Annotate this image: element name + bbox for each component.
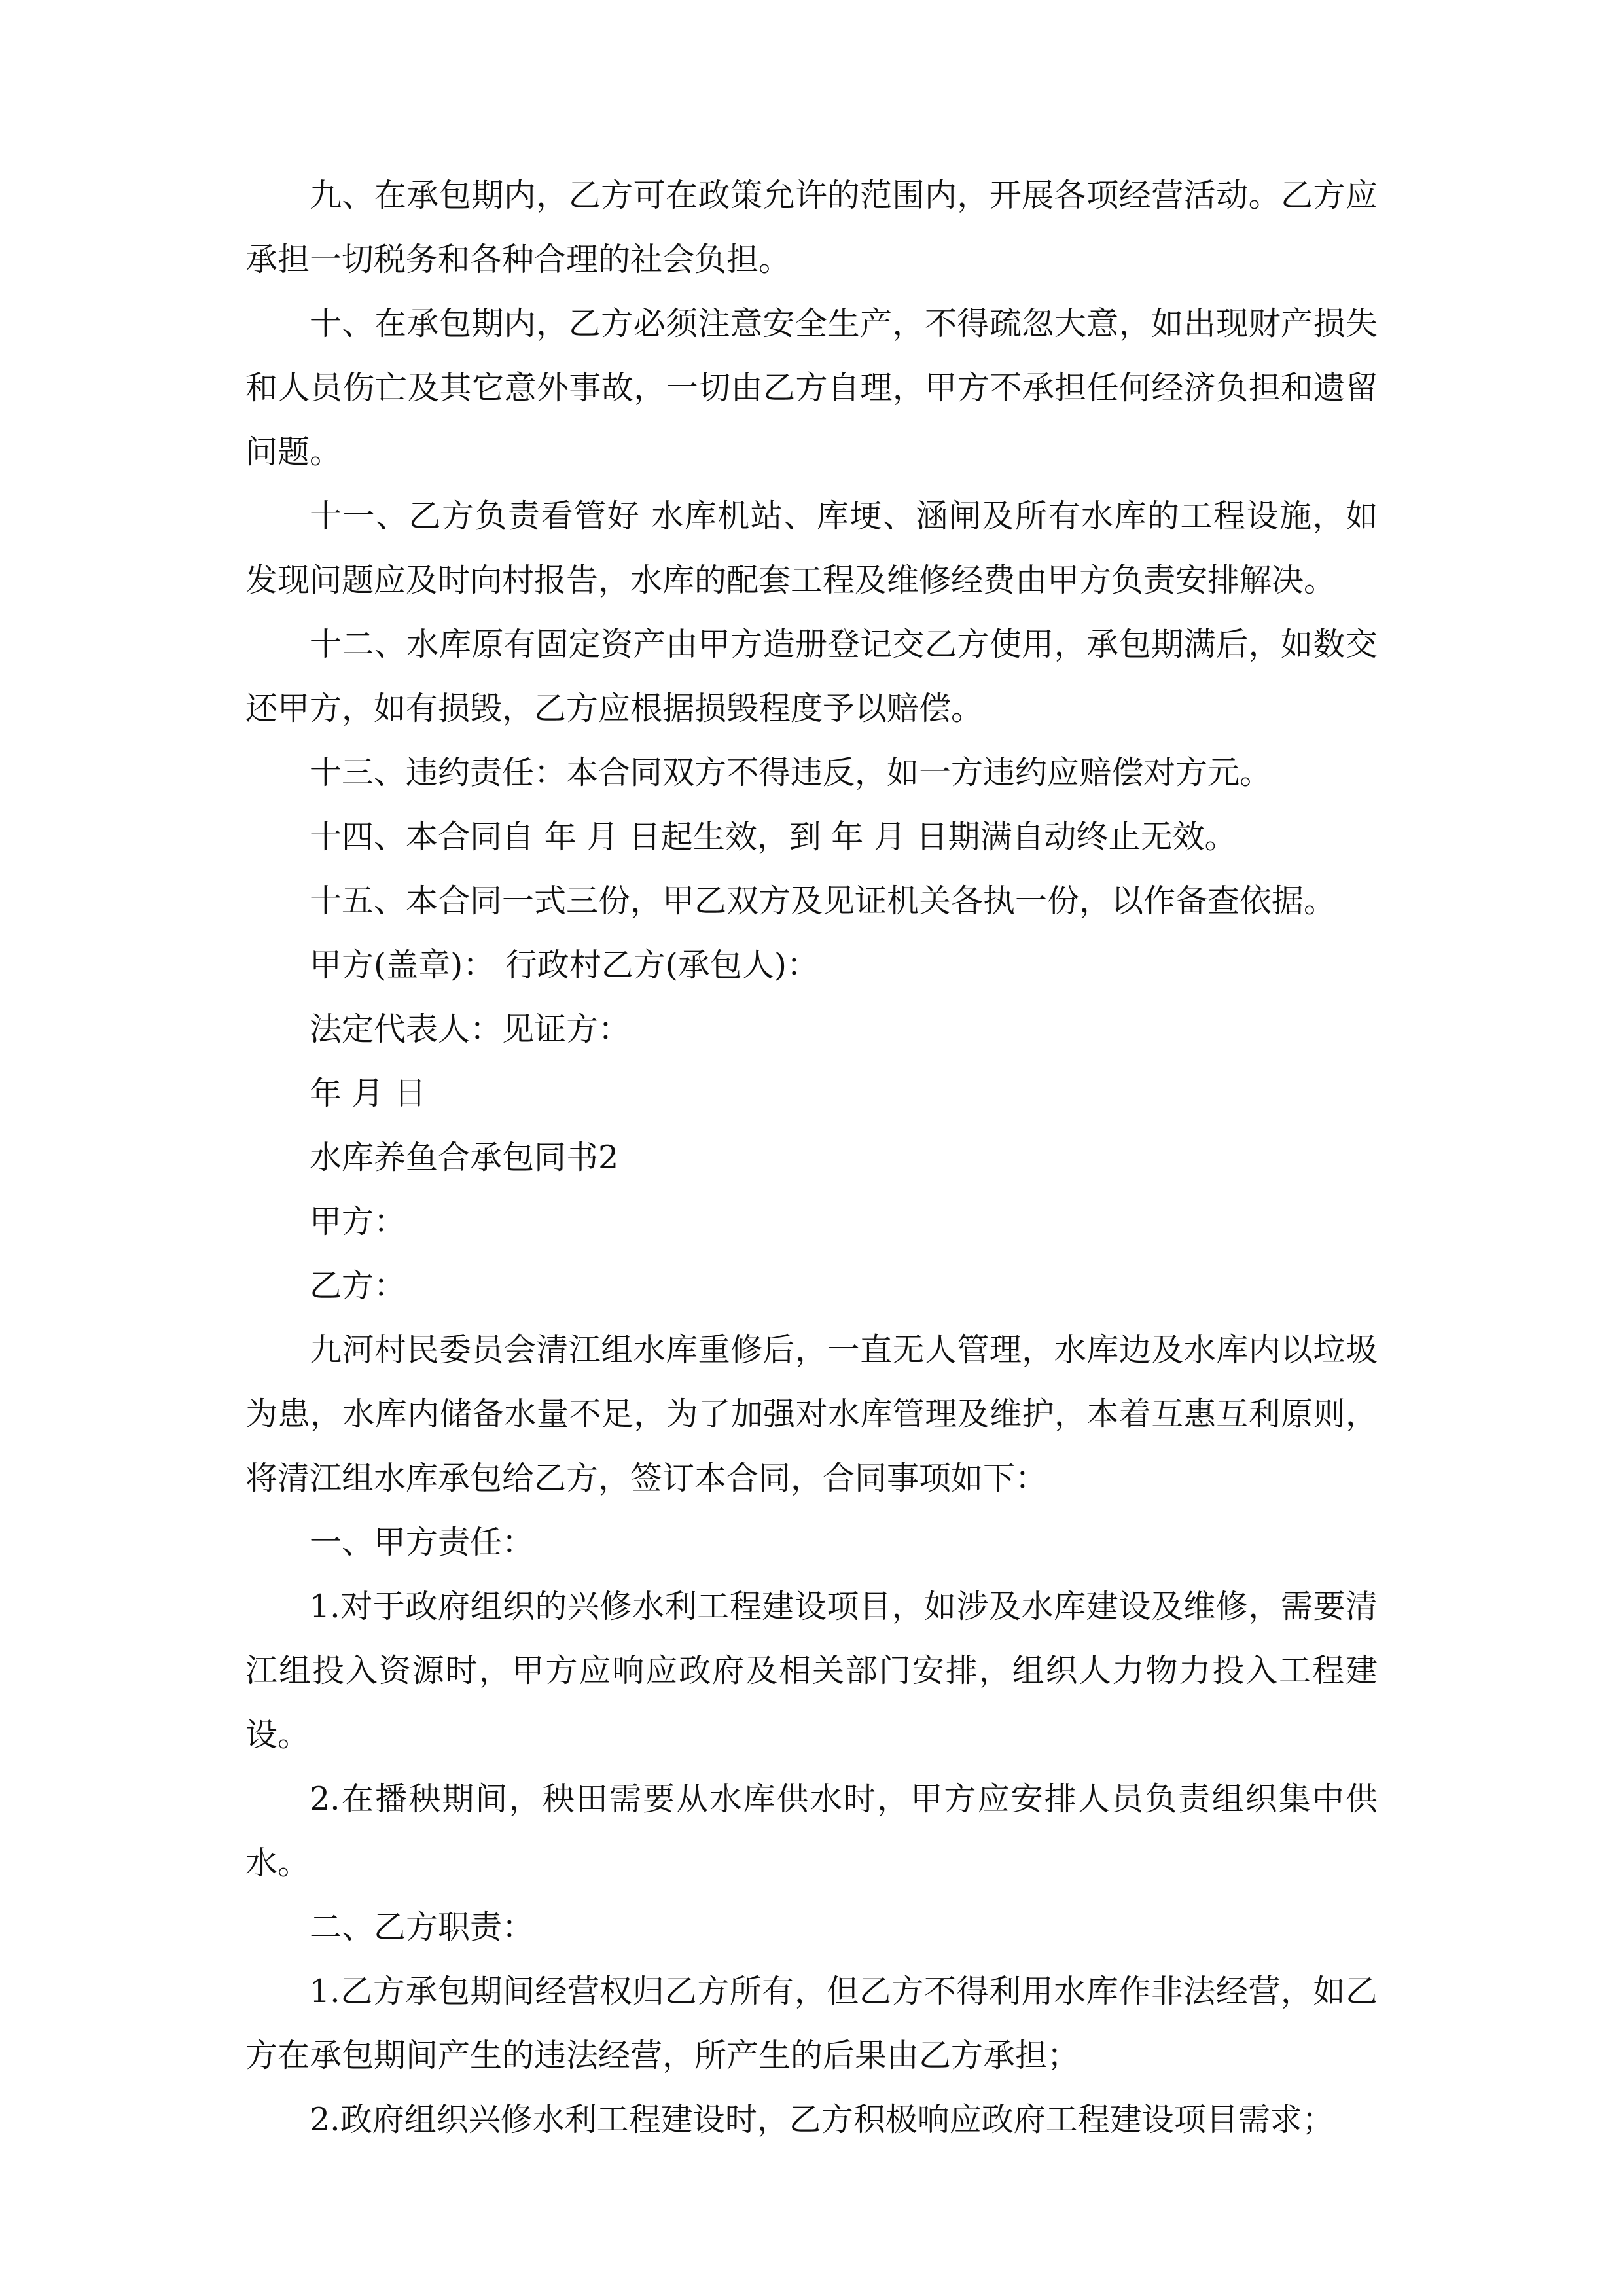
clause-10: 十、在承包期内，乙方必须注意安全生产，不得疏忽大意，如出现财产损失和人员伤亡及其它意外事故，一切由乙方自理，甲方不承担任何经济负担和遗留问题。 [245,305,1378,471]
clause-13: 十三、违约责任：本合同双方不得违反，如一方违约应赔偿对方元。 [310,754,1272,791]
contract-2-preamble: 九河村民委员会清江组水库重修后，一直无人管理，水库边及水库内以垃圾为患，水库内储备水量不足，为了加强对水库管理及维护，本着互惠互利原则，将清江组水库承包给乙方，签订本合同，合同事项如下： [245,1331,1378,1497]
clause-9: 九、在承包期内，乙方可在政策允许的范围内，开展各项经营活动。乙方应承担一切税务和各种合理的社会负担。 [245,177,1378,278]
section-heading-party-a: 一、甲方责任： [310,1524,535,1561]
signature-party-line: 甲方(盖章)： 行政村乙方(承包人)： [310,946,819,984]
signature-date-line: 年 月 日 [310,1075,427,1112]
party-b-line: 乙方： [310,1267,406,1304]
contract-2-title: 水库养鱼合承包同书2 [310,1139,619,1176]
clause-11: 十一、乙方负责看管好 水库机站、库埂、涵闸及所有水库的工程设施，如发现问题应及时向村报告，水库的配套工程及维修经费由甲方负责安排解决。 [245,497,1378,599]
signature-representative-line: 法定代表人：见证方： [310,1011,631,1048]
clause-14: 十四、本合同自 年 月 日起生效，到 年 月 日期满自动终止无效。 [310,818,1237,855]
party-b-item-1: 1.乙方承包期间经营权归乙方所有，但乙方不得利用水库作非法经营，如乙方在承包期间产生的违法经营，所产生的后果由乙方承担； [245,1973,1378,2074]
party-a-item-2: 2.在播秧期间，秧田需要从水库供水时，甲方应安排人员负责组织集中供水。 [245,1780,1378,1882]
party-b-item-2: 2.政府组织兴修水利工程建设时，乙方积极响应政府工程建设项目需求； [310,2101,1334,2138]
section-heading-party-b: 二、乙方职责： [310,1909,535,1946]
party-a-line: 甲方： [310,1203,406,1240]
clause-12: 十二、水库原有固定资产由甲方造册登记交乙方使用，承包期满后，如数交还甲方，如有损毁，乙方应根据损毁程度予以赔偿。 [245,626,1378,727]
document-body [245,164,1378,2152]
clause-15: 十五、本合同一式三份，甲乙双方及见证机关各执一份，以作备查依据。 [310,882,1336,920]
party-a-item-1: 1.对于政府组织的兴修水利工程建设项目，如涉及水库建设及维修，需要清江组投入资源时，甲方应响应政府及相关部门安排，组织人力物力投入工程建设。 [245,1588,1378,1753]
